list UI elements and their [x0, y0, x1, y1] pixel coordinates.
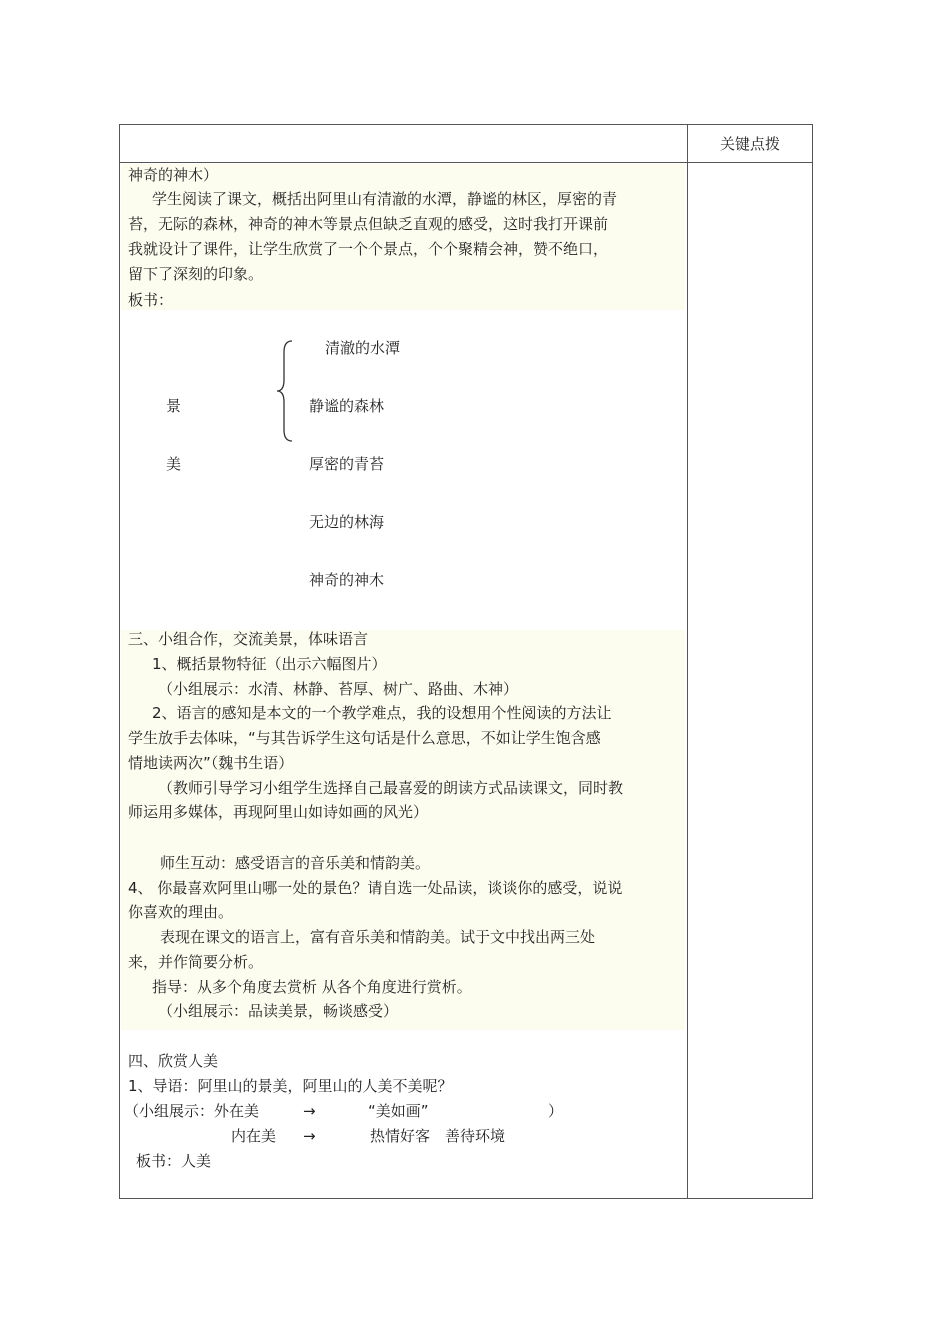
brace-icon: [276, 340, 296, 442]
text-line: 神奇的神木）: [128, 166, 219, 184]
text-line: 你喜欢的理由。: [128, 903, 234, 921]
header-divider: [119, 162, 813, 163]
section-4-title: 四、欣赏人美: [128, 1052, 219, 1070]
text-line: 表现在课文的语言上，富有音乐美和情韵美。试于文中找出两三处: [160, 928, 596, 946]
text-line: 内在美: [231, 1127, 277, 1145]
text-line: 学生阅读了课文，概括出阿里山有清澈的水潭，静谧的林区，厚密的青: [152, 190, 618, 208]
text-line: 1、导语：阿里山的景美，阿里山的人美不美呢？: [128, 1077, 453, 1095]
board-item: 清澈的水潭: [325, 339, 401, 357]
text-line: 1、概括景物特征（出示六幅图片）: [152, 655, 387, 673]
text-line: 我就设计了课件，让学生欣赏了一个个景点，个个聚精会神，赞不绝口，: [128, 240, 609, 258]
column-divider: [687, 124, 688, 1199]
board-item: 静谧的森林: [309, 397, 385, 415]
text-line: 学生放手去体味，“与其告诉学生这句话是什么意思，不如让学生饱含感: [128, 729, 601, 747]
board-item: 厚密的青苔: [309, 455, 385, 473]
text-line: 指导：从多个角度去赏析 从各个角度进行赏析。: [152, 978, 472, 996]
text-line: 热情好客 善待环境: [370, 1127, 506, 1145]
board-item: 神奇的神木: [309, 571, 385, 589]
arrow-icon: →: [303, 1127, 316, 1145]
text-line: 情地读两次”（魏书生语）: [128, 754, 294, 772]
board-label-beauty: 美: [166, 455, 182, 473]
text-line: 师生互动：感受语言的音乐美和情韵美。: [160, 854, 431, 872]
text-line: 师运用多媒体，再现阿里山如诗如画的风光）: [128, 803, 429, 821]
text-line: （小组展示：外在美: [124, 1102, 260, 1120]
text-line: 板书：人美: [136, 1152, 212, 1170]
arrow-icon: →: [303, 1102, 316, 1120]
text-line: （小组展示：品读美景，畅谈感受）: [158, 1002, 399, 1020]
text-line: 板书：: [128, 291, 174, 309]
key-points-header: 关键点拨: [719, 134, 780, 153]
text-line: （教师引导学习小组学生选择自己最喜爱的朗读方式品读课文，同时教: [158, 779, 624, 797]
section-3-title: 三、小组合作，交流美景，体味语言: [128, 630, 369, 648]
text-line: 来，并作简要分析。: [128, 953, 264, 971]
text-line: 留下了深刻的印象。: [128, 265, 264, 283]
text-line: 苔，无际的森林，神奇的神木等景点但缺乏直观的感受，这时我打开课前: [128, 215, 609, 233]
text-line: （小组展示：水清、林静、苔厚、树广、路曲、木神）: [158, 680, 519, 698]
text-line: “美如画”: [368, 1102, 429, 1120]
text-line: 4、 你最喜欢阿里山哪一处的景色？请自选一处品读，谈谈你的感受，说说: [128, 879, 623, 897]
board-label-scene: 景: [166, 397, 182, 415]
text-line: 2、语言的感知是本文的一个教学难点，我的设想用个性阅读的方法让: [152, 704, 612, 722]
text-line: ）: [548, 1102, 564, 1120]
board-item: 无边的林海: [309, 513, 385, 531]
